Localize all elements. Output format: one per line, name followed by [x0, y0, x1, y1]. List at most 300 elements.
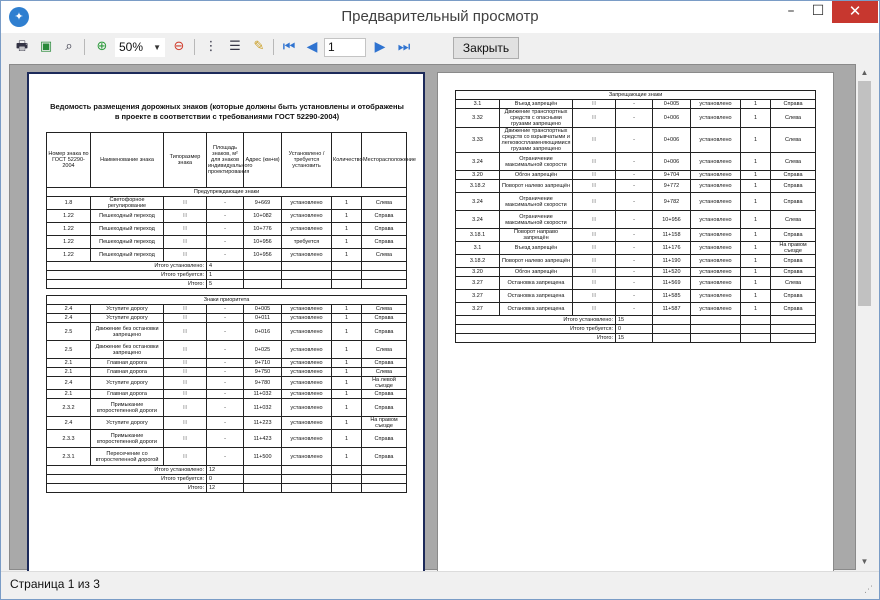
table-cell: 1: [332, 323, 362, 341]
empty-cell: [332, 466, 362, 475]
table-row: [47, 359, 407, 368]
table-cell: Справа: [362, 359, 407, 368]
table-cell: Главная дорога: [91, 390, 164, 399]
table-cell: 1: [741, 171, 771, 180]
empty-cell: [244, 484, 282, 493]
column-header: Количество: [332, 133, 362, 188]
table-cell: Справа: [362, 399, 407, 417]
empty-cell: [244, 466, 282, 475]
table-cell: Слева: [362, 249, 407, 262]
table-cell: 2.4: [47, 314, 91, 323]
table-cell: Слева: [362, 368, 407, 377]
table-cell: 1: [332, 223, 362, 236]
table-cell: Обгон запрещён: [500, 268, 573, 277]
table-cell: Слева: [771, 128, 816, 153]
empty-cell: [362, 280, 407, 289]
table-cell: Остановка запрещена: [500, 277, 573, 290]
table-cell: установлено: [691, 268, 741, 277]
spacer-row: [47, 289, 407, 296]
empty-cell: [691, 316, 741, 325]
page-1: [27, 72, 425, 592]
table-row: [456, 211, 816, 229]
table-cell: Справа: [771, 255, 816, 268]
empty-cell: [332, 475, 362, 484]
table-cell: -: [207, 197, 244, 210]
table-cell: 2.1: [47, 359, 91, 368]
first-page-icon[interactable]: ⏮: [282, 39, 296, 55]
column-header: Установлено / требуется установить: [282, 133, 332, 188]
empty-cell: [332, 484, 362, 493]
table-cell: 1.8: [47, 197, 91, 210]
table-cell: 0+005: [244, 305, 282, 314]
table-cell: установлено: [282, 314, 332, 323]
table-cell: 11+176: [653, 242, 691, 255]
table-cell: Въезд запрещён: [500, 242, 573, 255]
table-cell: III: [573, 171, 616, 180]
table-cell: III: [573, 303, 616, 316]
table-row: [47, 368, 407, 377]
table-cell: -: [207, 210, 244, 223]
table-cell: установлено: [691, 229, 741, 242]
table-cell: Справа: [362, 448, 407, 466]
table-cell: установлено: [691, 193, 741, 211]
signs-table-page-2: [455, 90, 816, 343]
table-row: [456, 303, 816, 316]
table-cell: установлено: [282, 197, 332, 210]
empty-cell: [244, 475, 282, 484]
table-cell: 11+423: [244, 430, 282, 448]
table-cell: 1: [332, 377, 362, 390]
empty-cell: [653, 316, 691, 325]
table-cell: 9+704: [653, 171, 691, 180]
table-cell: Пересечение со второстепенной дорогой: [91, 448, 164, 466]
empty-cell: [691, 334, 741, 343]
table-cell: 1: [332, 249, 362, 262]
table-cell: 3.27: [456, 303, 500, 316]
table-cell: 2.3.3: [47, 430, 91, 448]
table-cell: установлено: [691, 242, 741, 255]
table-cell: 0+011: [244, 314, 282, 323]
empty-cell: [771, 316, 816, 325]
table-cell: установлено: [691, 109, 741, 128]
table-cell: 1: [741, 180, 771, 193]
table-cell: III: [573, 211, 616, 229]
table-cell: III: [164, 417, 207, 430]
table-cell: Уступите дорогу: [91, 305, 164, 314]
table-cell: Светофорное регулирование: [91, 197, 164, 210]
table-cell: установлено: [282, 417, 332, 430]
total-row: [47, 484, 407, 493]
table-cell: III: [573, 268, 616, 277]
table-cell: -: [616, 255, 653, 268]
table-cell: 1: [741, 242, 771, 255]
section-row: [47, 296, 407, 305]
table-cell: 3.27: [456, 277, 500, 290]
table-cell: 11+587: [653, 303, 691, 316]
table-cell: -: [616, 100, 653, 109]
table-cell: 10+956: [244, 236, 282, 249]
table-row: [456, 180, 816, 193]
table-cell: Справа: [362, 236, 407, 249]
table-cell: 0+006: [653, 153, 691, 171]
table-cell: 3.32: [456, 109, 500, 128]
table-cell: установлено: [691, 211, 741, 229]
table-cell: Ограничение максимальной скорости: [500, 211, 573, 229]
table-cell: Справа: [362, 314, 407, 323]
table-cell: -: [616, 242, 653, 255]
table-cell: Примыкание второстепенной дороги: [91, 430, 164, 448]
empty-cell: [282, 280, 332, 289]
total-label: Итого установлено:: [47, 262, 207, 271]
list-icon[interactable]: ☰: [229, 39, 241, 54]
total-row: [456, 334, 816, 343]
total-label: Итого:: [456, 334, 616, 343]
table-cell: Справа: [771, 171, 816, 180]
table-cell: Справа: [771, 268, 816, 277]
total-value: 15: [616, 334, 653, 343]
table-cell: 3.20: [456, 171, 500, 180]
table-cell: 11+585: [653, 290, 691, 303]
table-cell: установлено: [691, 180, 741, 193]
table-cell: 10+776: [244, 223, 282, 236]
table-cell: На левой съезде: [362, 377, 407, 390]
page-number-input[interactable]: 1: [324, 38, 366, 57]
table-cell: III: [573, 128, 616, 153]
table-cell: 1: [332, 305, 362, 314]
empty-cell: [282, 484, 332, 493]
table-cell: 9+750: [244, 368, 282, 377]
column-header: Площадь знаков, м² для знаков индивидуального проектирования: [207, 133, 244, 188]
total-label: Итого требуется:: [456, 325, 616, 334]
total-row: [47, 466, 407, 475]
table-row: [47, 448, 407, 466]
table-cell: -: [207, 448, 244, 466]
table-cell: -: [616, 268, 653, 277]
table-cell: -: [207, 417, 244, 430]
column-header: Месторасположение: [362, 133, 407, 188]
total-label: Итого:: [47, 484, 207, 493]
vertical-scrollbar[interactable]: [856, 64, 873, 570]
empty-cell: [282, 466, 332, 475]
table-cell: 11+520: [653, 268, 691, 277]
table-cell: III: [164, 323, 207, 341]
table-cell: III: [573, 255, 616, 268]
table-cell: III: [164, 223, 207, 236]
page-setup-icon[interactable]: ⋮: [204, 39, 218, 54]
total-label: Итого требуется:: [47, 271, 207, 280]
table-cell: 1: [332, 368, 362, 377]
table-cell: Слева: [362, 197, 407, 210]
table-cell: -: [616, 128, 653, 153]
empty-cell: [362, 484, 407, 493]
table-cell: Справа: [362, 390, 407, 399]
scroll-thumb[interactable]: [858, 81, 871, 306]
table-cell: Справа: [771, 180, 816, 193]
table-cell: Пешеходный переход: [91, 249, 164, 262]
table-cell: III: [573, 229, 616, 242]
table-cell: -: [207, 399, 244, 417]
table-cell: установлено: [282, 305, 332, 314]
table-cell: -: [207, 323, 244, 341]
section-title: Запрещающие знаки: [456, 91, 816, 100]
table-cell: установлено: [282, 377, 332, 390]
table-cell: 9+669: [244, 197, 282, 210]
table-cell: III: [164, 390, 207, 399]
table-cell: 2.3.1: [47, 448, 91, 466]
table-cell: 1: [741, 128, 771, 153]
table-cell: -: [616, 109, 653, 128]
table-cell: Главная дорога: [91, 359, 164, 368]
table-cell: 1.22: [47, 210, 91, 223]
table-cell: -: [207, 377, 244, 390]
table-cell: 2.5: [47, 323, 91, 341]
close-window-button[interactable]: ✕: [832, 1, 878, 23]
table-cell: 0+025: [244, 341, 282, 359]
table-cell: 2.1: [47, 368, 91, 377]
total-row: [47, 271, 407, 280]
table-cell: -: [207, 305, 244, 314]
table-row: [47, 399, 407, 417]
table-cell: III: [164, 314, 207, 323]
total-row: [47, 280, 407, 289]
table-cell: 1: [332, 314, 362, 323]
table-cell: -: [616, 153, 653, 171]
total-value: 15: [616, 316, 653, 325]
table-cell: Уступите дорогу: [91, 314, 164, 323]
table-cell: 3.27: [456, 290, 500, 303]
last-page-icon[interactable]: ⏭: [397, 39, 411, 55]
document-title: Ведомость размещения дорожных знаков (которые должны быть установлены и отображены в проекте в соответствии с требованиями ГОСТ 52290-2004): [50, 102, 404, 121]
maximize-button[interactable]: ☐: [811, 3, 825, 19]
table-cell: III: [164, 197, 207, 210]
table-row: [456, 153, 816, 171]
table-cell: 1.22: [47, 236, 91, 249]
table-cell: 9+710: [244, 359, 282, 368]
table-cell: -: [616, 193, 653, 211]
table-cell: Справа: [771, 229, 816, 242]
table-cell: -: [616, 211, 653, 229]
table-row: [47, 377, 407, 390]
table-cell: 11+223: [244, 417, 282, 430]
find-icon[interactable]: ⌕: [65, 39, 73, 54]
table-cell: Справа: [362, 223, 407, 236]
save-icon[interactable]: ▣: [39, 39, 53, 54]
table-cell: 3.24: [456, 193, 500, 211]
table-cell: 3.1: [456, 100, 500, 109]
table-cell: 1: [332, 430, 362, 448]
table-cell: требуется: [282, 236, 332, 249]
table-cell: Справа: [771, 193, 816, 211]
total-row: [456, 325, 816, 334]
table-cell: установлено: [691, 128, 741, 153]
edit-icon[interactable]: ✎: [253, 39, 265, 54]
table-cell: 11+032: [244, 399, 282, 417]
table-cell: Движение без остановки запрещено: [91, 341, 164, 359]
table-cell: 1: [741, 268, 771, 277]
table-cell: Слева: [362, 305, 407, 314]
table-cell: III: [573, 180, 616, 193]
zoom-value: 50%: [119, 40, 144, 54]
table-cell: -: [207, 236, 244, 249]
prev-page-icon[interactable]: ◀: [306, 39, 318, 55]
section-title: Предупреждающие знаки: [47, 188, 407, 197]
table-cell: установлено: [691, 277, 741, 290]
total-value: 4: [207, 262, 244, 271]
total-label: Итого требуется:: [47, 475, 207, 484]
table-cell: III: [573, 290, 616, 303]
table-cell: 1: [741, 290, 771, 303]
window-title: Предварительный просмотр: [341, 8, 539, 25]
signs-table-page-1: [46, 132, 416, 493]
table-cell: установлено: [282, 223, 332, 236]
total-row: [456, 316, 816, 325]
table-row: [456, 255, 816, 268]
table-row: [47, 305, 407, 314]
column-header: Адрес (км+м): [244, 133, 282, 188]
table-cell: 3.24: [456, 211, 500, 229]
table-cell: III: [164, 448, 207, 466]
table-cell: 2.4: [47, 417, 91, 430]
table-row: [456, 290, 816, 303]
table-row: [47, 236, 407, 249]
table-cell: -: [616, 171, 653, 180]
table-cell: 2.5: [47, 341, 91, 359]
table-cell: 1: [332, 210, 362, 223]
table-cell: 1: [332, 399, 362, 417]
table-cell: 1: [741, 255, 771, 268]
table-cell: III: [164, 236, 207, 249]
app-icon: ✦: [9, 7, 29, 27]
table-cell: -: [616, 277, 653, 290]
table-cell: Уступите дорогу: [91, 417, 164, 430]
table-cell: 0+016: [244, 323, 282, 341]
table-cell: На правом съезде: [362, 417, 407, 430]
section-row: [456, 91, 816, 100]
resize-grip-icon[interactable]: ⋰: [864, 585, 873, 595]
table-cell: установлено: [282, 390, 332, 399]
table-cell: Справа: [362, 323, 407, 341]
total-label: Итого установлено:: [456, 316, 616, 325]
total-value: 0: [616, 325, 653, 334]
table-cell: 0+005: [653, 100, 691, 109]
table-cell: Поворот налево запрещён: [500, 255, 573, 268]
empty-cell: [282, 475, 332, 484]
table-cell: 10+956: [244, 249, 282, 262]
table-row: [47, 390, 407, 399]
table-cell: 10+956: [653, 211, 691, 229]
table-cell: III: [573, 277, 616, 290]
close-button[interactable]: Закрыть: [453, 37, 519, 59]
table-cell: 9+780: [244, 377, 282, 390]
table-cell: 10+082: [244, 210, 282, 223]
table-row: [47, 341, 407, 359]
next-page-icon[interactable]: ▶: [374, 39, 386, 55]
table-cell: III: [573, 109, 616, 128]
empty-cell: [653, 325, 691, 334]
total-label: Итого:: [47, 280, 207, 289]
minimize-button[interactable]: –: [787, 3, 795, 19]
table-cell: установлено: [282, 249, 332, 262]
table-cell: Обгон запрещён: [500, 171, 573, 180]
toolbar: [1, 33, 879, 61]
table-cell: Справа: [771, 303, 816, 316]
table-row: [47, 197, 407, 210]
table-cell: -: [616, 229, 653, 242]
table-row: [456, 268, 816, 277]
section-title: Знаки приоритета: [47, 296, 407, 305]
table-cell: -: [207, 314, 244, 323]
table-cell: 1: [332, 390, 362, 399]
scroll-up-icon[interactable]: ▲: [860, 68, 869, 77]
table-row: [47, 323, 407, 341]
table-cell: установлено: [691, 255, 741, 268]
table-cell: Ограничение максимальной скорости: [500, 193, 573, 211]
table-cell: установлено: [282, 359, 332, 368]
table-cell: 2.4: [47, 305, 91, 314]
zoom-in-icon[interactable]: ⊕: [96, 39, 108, 54]
preview-area[interactable]: [9, 64, 856, 570]
table-row: [47, 249, 407, 262]
table-cell: Справа: [771, 290, 816, 303]
total-value: 0: [207, 475, 244, 484]
title-bar: [1, 1, 879, 33]
table-row: [456, 277, 816, 290]
table-cell: 2.3.2: [47, 399, 91, 417]
table-cell: Пешеходный переход: [91, 236, 164, 249]
table-cell: 1.22: [47, 249, 91, 262]
table-cell: установлено: [691, 153, 741, 171]
table-cell: 0+006: [653, 109, 691, 128]
table-cell: 0+006: [653, 128, 691, 153]
table-row: [47, 430, 407, 448]
empty-cell: [244, 262, 282, 271]
total-label: Итого установлено:: [47, 466, 207, 475]
table-row: [456, 242, 816, 255]
table-cell: 1: [741, 277, 771, 290]
section-row: [47, 188, 407, 197]
print-icon[interactable]: 🖶: [15, 39, 29, 54]
total-value: 12: [207, 466, 244, 475]
table-row: [47, 314, 407, 323]
total-row: [47, 262, 407, 271]
zoom-out-icon[interactable]: ⊖: [173, 39, 185, 54]
table-cell: 1: [741, 303, 771, 316]
table-cell: установлено: [282, 368, 332, 377]
chevron-down-icon: ▼: [153, 43, 161, 52]
empty-cell: [653, 334, 691, 343]
empty-cell: [282, 271, 332, 280]
table-cell: установлено: [282, 341, 332, 359]
table-cell: установлено: [282, 399, 332, 417]
zoom-select[interactable]: [115, 38, 165, 57]
table-cell: III: [164, 249, 207, 262]
table-cell: 1.22: [47, 223, 91, 236]
table-cell: -: [207, 390, 244, 399]
table-cell: Слева: [771, 109, 816, 128]
table-cell: Уступите дорогу: [91, 377, 164, 390]
table-cell: установлено: [691, 303, 741, 316]
table-cell: III: [164, 377, 207, 390]
table-cell: 3.33: [456, 128, 500, 153]
table-cell: Движение транспортных средств с опасными грузами запрещено: [500, 109, 573, 128]
table-cell: III: [573, 153, 616, 171]
table-cell: 11+032: [244, 390, 282, 399]
empty-cell: [741, 316, 771, 325]
column-header: Номер знака по ГОСТ 52290-2004: [47, 133, 91, 188]
table-cell: 1: [741, 211, 771, 229]
table-cell: Поворот направо запрещён: [500, 229, 573, 242]
scroll-down-icon[interactable]: ▼: [860, 557, 869, 566]
